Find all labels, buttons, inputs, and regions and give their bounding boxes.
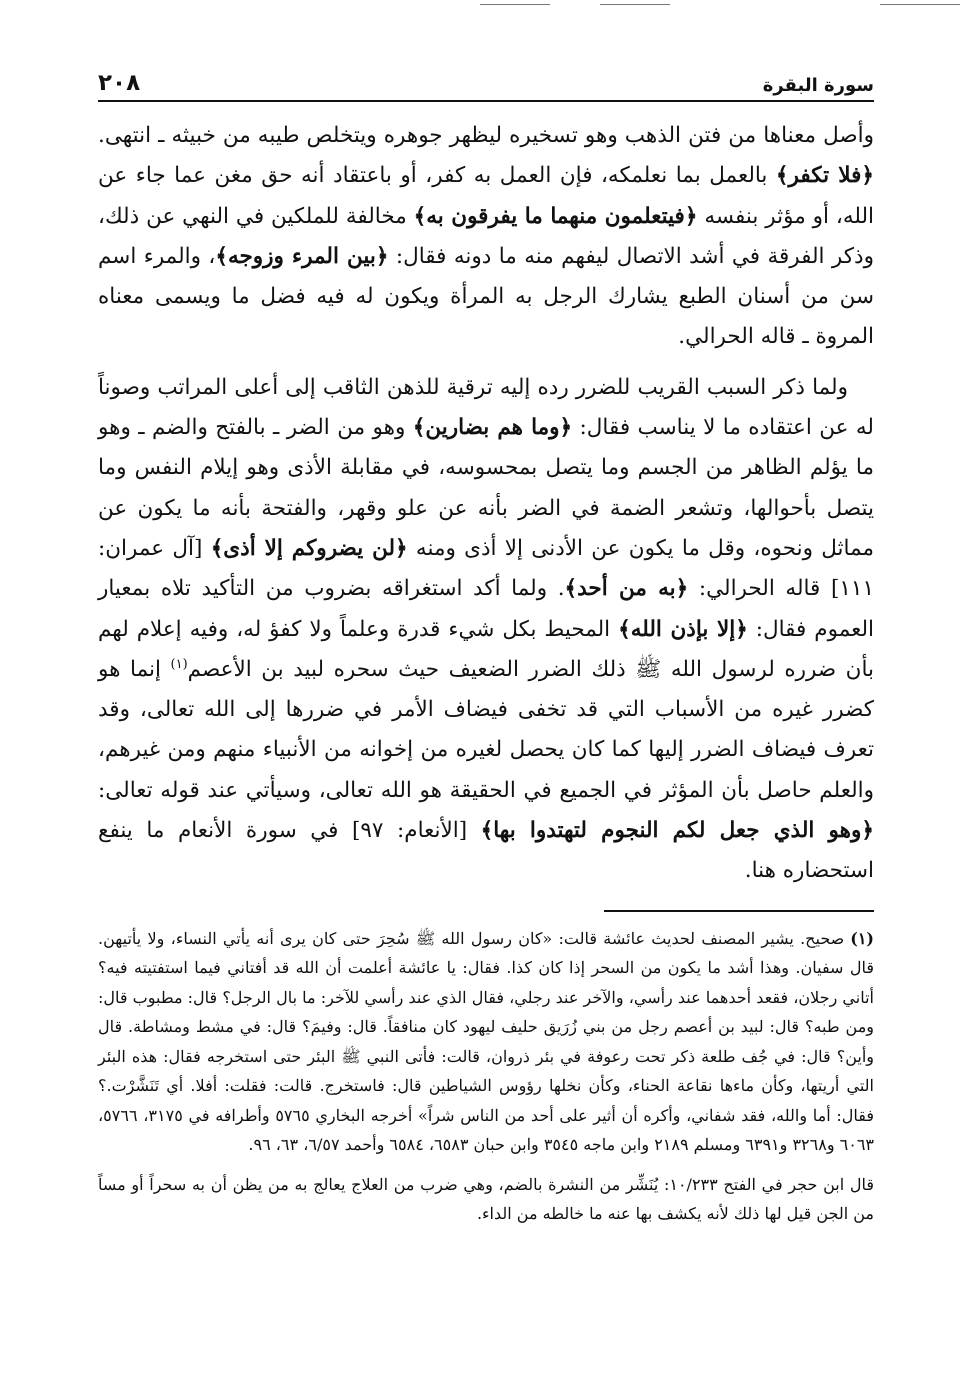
body-paragraph: [98, 116, 874, 358]
footnote-number: (١): [850, 928, 874, 948]
page-header: [98, 62, 874, 102]
body-text: المحيط بكل شيء قدرة وعلماً ولا كفؤ له، وفيه إعلام لهم بأن ضرره لرسول الله ﷺ ذلك الضرر الضعيف حيث سحره لبيد بن الأعصم: [98, 616, 874, 682]
footnote-reference: (١): [170, 656, 188, 672]
footnote-note: قال ابن حجر في الفتح ١٠/٢٣٣: يُنَشِّر من النشرة بالضم، وهي ضرب من العلاج يعالج به من يظن أن به سحراً أو مساً من الجن قيل لها ذلك لأنه يكشف بها عنه ما خالطه من الداء.: [98, 1174, 875, 1224]
body-text: بالعمل بما نعلمكه، فإن العمل به كفر، أو باعتقاد أنه حق مغن عما جاء عن الله، أو مؤثر بنفسه: [98, 163, 874, 229]
quran-verse: ﴿وهو الذي جعل لكم النجوم لتهتدوا بها﴾: [480, 818, 874, 844]
quran-verse: ﴿إلا بإذن الله﴾: [618, 616, 748, 642]
footnote-item: [98, 924, 874, 1160]
body-text: [الأنعام: ٩٧] في سورة الأنعام ما ينفع استحضاره هنا.: [98, 818, 874, 884]
footnotes: [98, 924, 874, 1229]
quran-verse: ﴿فيتعلمون منهما ما يفرقون به﴾: [413, 203, 698, 229]
quran-verse: ﴿بين المرء وزوجه﴾: [215, 243, 389, 269]
footnote-text: صحيح. يشير المصنف لحديث عائشة قالت: «كان رسول الله ﷺ سُحِرَ حتى كان يرى أنه يأتي النساء، ولا يأتيهن. قال سفيان. وهذا أشد ما يكون من السحر إذا كان كذا. فقال: يا عائشة أعلمت أن الله قد أفتاني فيما استفتيته فيه؟ أتاني رجلان، فقعد أحدهما عند رأسي، والآخر عند رجلي، فقال الذي عند رأسي للآخر: ما بال الرجل؟ قال: مطبوب قال: ومن طبه؟ قال: لبيد بن أعصم رجل من بني زُرَيق حليف ليهود كان منافقاً. قال: وفيمَ؟ قال: في مشط ومشاطة. قال وأين؟ قال: في جُف طلعة ذكر تحت رعوفة في بئر ذروان، قالت: فأتى النبي ﷺ البئر حتى استخرجه فقال: هذه البئر التي أريتها، وكأن ماءها نقاعة الحناء، وكأن نخلها رؤوس الشياطين قال: فاستخرج. قالت: فقلت: أفلا. أي تَنَشَّرْت.؟ فقال: أما والله، فقد شفاني، وأكره أن أثير على أحد من الناس شراً» أخرجه البخاري ٥٧٦٥ وأطرافه في ٣١٧٥، ٥٧٦٦، ٦٠٦٣ و٣٢٦٨ و٦٣٩١ ومسلم ٢١٨٩ وابن ماجه ٣٥٤٥ وابن حبان ٦٥٨٣، ٦٥٨٤ وأحمد ٦/٥٧، ٦٣، ٩٦.: [98, 928, 875, 1155]
body-text: وهو من الضر ـ بالفتح والضم ـ وهو ما يؤلم الظاهر من الجسم وما يتصل بمحسوسه، في مقابلة الأذى وهو إيلام النفس وما يتصل بأحوالها، وتشعر الضمة في الضر بأنه عن علو وقهر، والفتحة بأنه ما يكون عن مماثل ونحوه، وقل ما يكون عن الأدنى إلا أذى ومنه: [98, 415, 874, 561]
top-edge-rule: [480, 4, 550, 5]
main-text: [98, 116, 874, 892]
body-text: [آل عمران: ١١١] قاله الحرالي:: [98, 535, 874, 602]
body-text: ، والمرء اسم سن من أسنان الطبع يشارك الرجل به المرأة ويكون له فيه فضل ما ويسمى معناه المروة ـ قاله الحرالي.: [98, 243, 874, 350]
body-text: مخالفة للملكين في النهي عن ذلك، وذكر الفرقة في أشد الاتصال ليفهم منه ما دونه فقال:: [98, 203, 874, 269]
surah-name: سورة البقرة: [762, 75, 874, 96]
quran-verse: ﴿به من أحد﴾: [564, 576, 689, 602]
body-paragraph: [98, 368, 874, 892]
body-text: . ولما أكد استغراقه بضروب من التأكيد تلاه بمعيار العموم فقال:: [98, 576, 875, 642]
page-number: ٢٠٨: [98, 70, 141, 96]
book-page: [98, 62, 874, 1229]
quran-verse: ﴿لن يضروكم إلا أذى﴾: [210, 535, 408, 561]
body-text: وأصل معناها من فتن الذهب وهو تسخيره ليظهر جوهره ويتخلص طيبه من خبيثه ـ انتهى.: [98, 123, 874, 148]
footnote-divider: [604, 910, 874, 912]
top-edge-rule: [600, 4, 670, 5]
quran-verse: ﴿وما هم بضارين﴾: [412, 415, 573, 441]
top-edge-rule: [880, 4, 960, 5]
body-text: إنما هو كضرر غيره من الأسباب التي قد تخفى فيضاف الأمر في ضررها إلى الله تعالى، وقد تعرف فيضاف الضرر إليها كما كان يحصل لغيره من إخوانه من الأنبياء منهم ومن غيرهم، والعلم حاصل بأن المؤثر في الجميع في الحقيقة هو الله تعالى، وسيأتي عند قوله تعالى:: [98, 656, 874, 803]
quran-verse: ﴿فلا تكفر﴾: [775, 163, 874, 189]
body-text: ولما ذكر السبب القريب للضرر رده إليه ترقية للذهن الثاقب إلى أعلى المراتب وصوناً له عن اعتقاده ما لا يناسب فقال:: [98, 374, 874, 441]
